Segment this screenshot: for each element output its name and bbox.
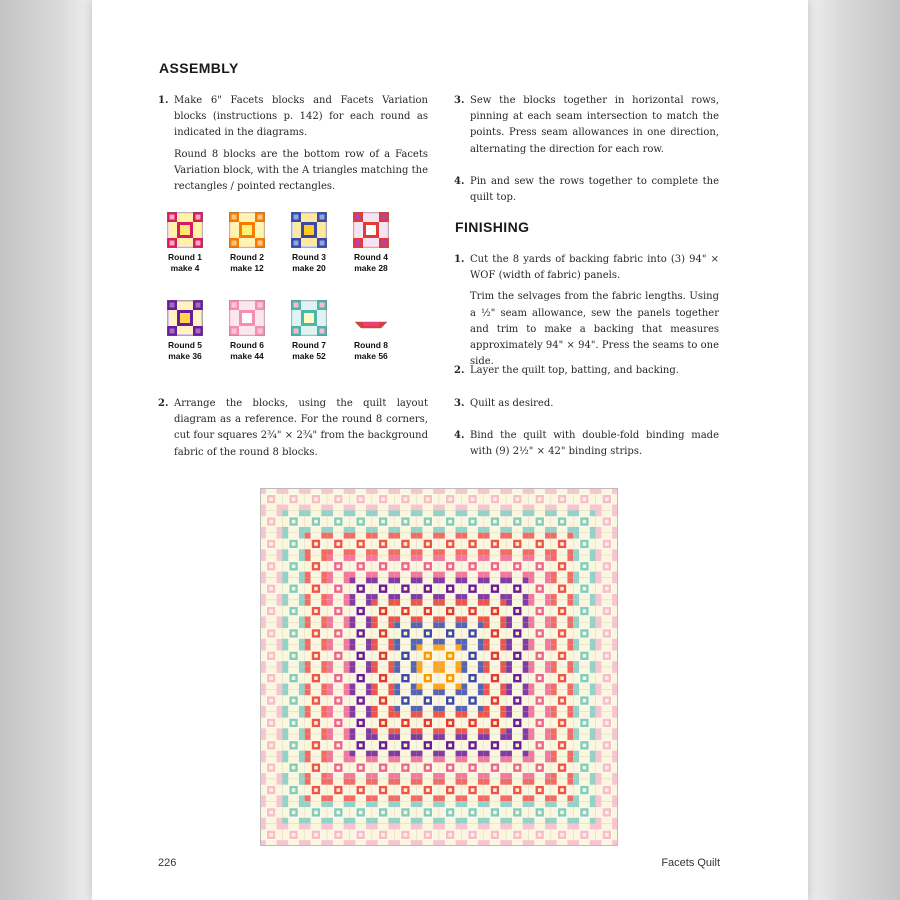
round-block <box>222 300 272 361</box>
step-text: Sew the blocks together in horizontal rows, pinning at each seam intersection to match the points. Press seam allowances in one direction, alternating the direction for each row. <box>470 95 719 155</box>
step-number: 2. <box>454 365 465 376</box>
round-caption <box>160 252 210 273</box>
step-text: Quilt as desired. <box>470 398 554 409</box>
round-count: make 36 <box>168 350 202 361</box>
step-number: 3. <box>454 95 465 106</box>
round-block <box>346 212 396 273</box>
round-title: Round 5 <box>168 340 202 350</box>
step-number: 4. <box>454 430 465 441</box>
round-blocks-diagram <box>160 212 430 364</box>
round-title: Round 3 <box>292 252 326 262</box>
round-count: make 12 <box>230 262 264 273</box>
finishing-heading: FINISHING <box>455 219 530 235</box>
assembly-step-2 <box>158 396 428 461</box>
finishing-step-3 <box>454 396 719 412</box>
round-6-block-icon <box>229 300 265 336</box>
round-count: make 52 <box>292 350 326 361</box>
round-3-block-icon <box>291 212 327 248</box>
round-block <box>160 212 210 273</box>
round-block <box>222 212 272 273</box>
step-text: Pin and sew the rows together to complete the quilt top. <box>470 176 719 204</box>
step-number: 1. <box>158 95 169 106</box>
round-count: make 28 <box>354 262 388 273</box>
assembly-step-1 <box>158 93 428 195</box>
step-text: Trim the selvages from the fabric lengths. Using a ½" seam allowance, sew the panels together and trim to make a backing that measures approximately 94" × 94". Press the seams to one side. <box>470 291 719 368</box>
round-caption <box>222 340 272 361</box>
round-caption <box>284 252 334 273</box>
round-block <box>160 300 210 361</box>
round-8-block-icon <box>353 300 389 336</box>
step-number: 1. <box>454 254 465 265</box>
step-text: Arrange the blocks, using the quilt layout diagram as a reference. For the round 8 corners, cut four squares 2¾" × 2¾" from the background fabric of the round 8 blocks. <box>174 398 428 458</box>
round-title: Round 6 <box>230 340 264 350</box>
round-1-block-icon <box>167 212 203 248</box>
round-5-block-icon <box>167 300 203 336</box>
round-caption <box>222 252 272 273</box>
book-page <box>92 0 808 900</box>
step-text: Layer the quilt top, batting, and backing. <box>470 365 679 376</box>
assembly-step-4 <box>454 174 719 206</box>
page-number: 226 <box>158 857 177 869</box>
round-count: make 56 <box>354 350 388 361</box>
round-count: make 44 <box>230 350 264 361</box>
round-title: Round 1 <box>168 252 202 262</box>
finishing-step-1 <box>454 252 719 370</box>
round-caption <box>346 252 396 273</box>
round-4-block-icon <box>353 212 389 248</box>
round-caption <box>284 340 334 361</box>
finishing-step-2 <box>454 363 719 379</box>
round-2-block-icon <box>229 212 265 248</box>
round-count: make 20 <box>292 262 326 273</box>
round-title: Round 8 <box>354 340 388 350</box>
round-count: make 4 <box>170 262 200 273</box>
finishing-step-4 <box>454 428 719 460</box>
round-title: Round 2 <box>230 252 264 262</box>
running-title: Facets Quilt <box>661 857 720 869</box>
step-text: Cut the 8 yards of backing fabric into (3) 94" × WOF (width of fabric) panels. <box>470 254 719 282</box>
assembly-step-3 <box>454 93 719 158</box>
step-text: Make 6" Facets blocks and Facets Variation blocks (instructions p. 142) for each round as indicated in the diagrams. <box>174 95 428 139</box>
round-title: Round 4 <box>354 252 388 262</box>
step-text: Round 8 blocks are the bottom row of a Facets Variation block, with the A triangles matching the rectangles / pointed rectangles. <box>174 148 428 193</box>
step-text: Bind the quilt with double-fold binding made with (9) 2½" × 42" binding strips. <box>470 430 719 458</box>
step-number: 2. <box>158 398 169 409</box>
round-block <box>346 300 396 361</box>
round-7-block-icon <box>291 300 327 336</box>
assembly-heading: ASSEMBLY <box>159 60 239 76</box>
quilt-layout-diagram <box>260 488 618 846</box>
round-block <box>284 212 334 273</box>
step-number: 3. <box>454 398 465 409</box>
round-caption <box>160 340 210 361</box>
round-block <box>284 300 334 361</box>
round-title: Round 7 <box>292 340 326 350</box>
round-caption <box>346 340 396 361</box>
step-number: 4. <box>454 176 465 187</box>
